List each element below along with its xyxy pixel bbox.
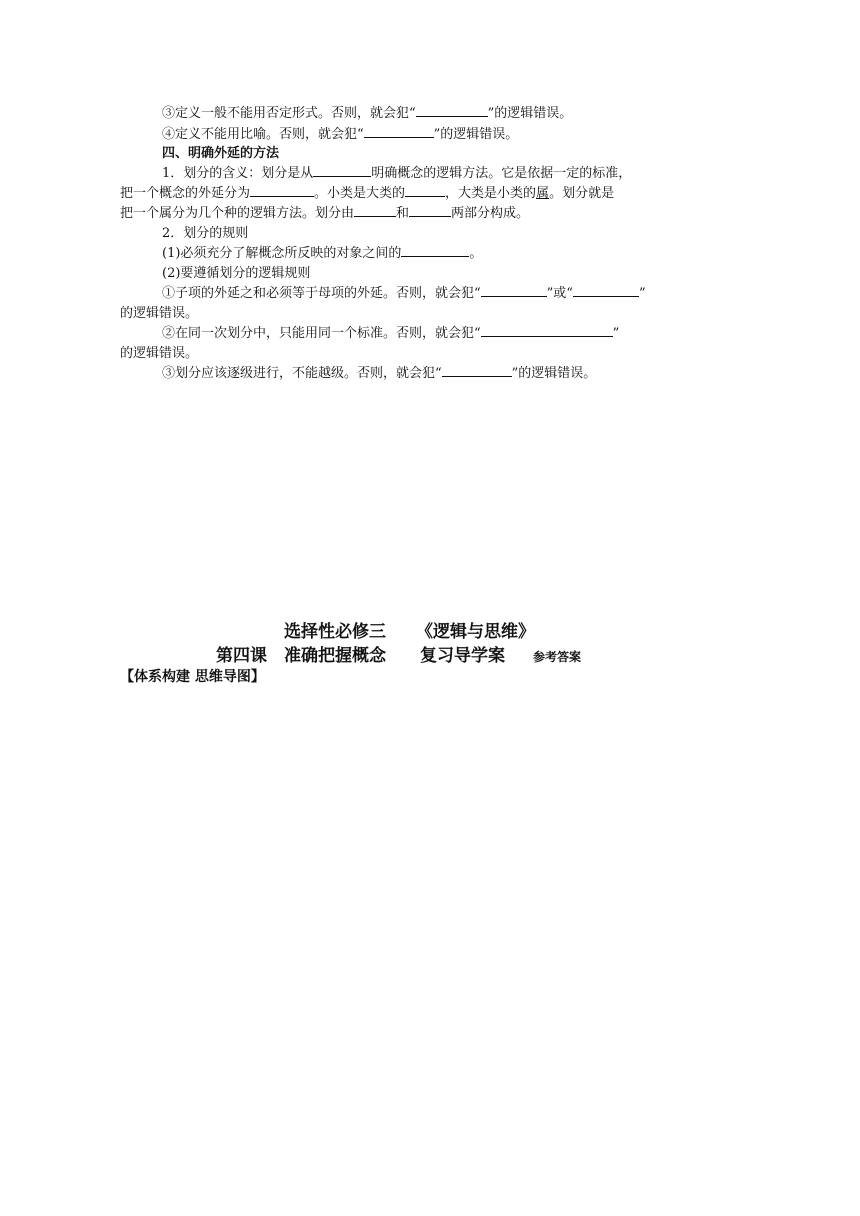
answer-title-line-1 [284, 621, 535, 643]
underlined-text: 属 [536, 186, 550, 201]
text: 。划分就是 [549, 186, 615, 201]
text: ③划分应该逐级进行，不能越级。否则，就会犯“ [162, 366, 442, 381]
fill-blank [442, 365, 512, 377]
text: 明确概念的逻辑方法。它是依据一定的标准， [371, 166, 632, 181]
paragraph-line [120, 185, 614, 203]
course-name: 选择性必修三 [284, 622, 386, 642]
paragraph-line [162, 165, 631, 183]
fill-blank [481, 325, 613, 337]
doc-type: 复习导学案 [420, 646, 505, 666]
paragraph-line [162, 285, 646, 303]
fill-blank [416, 105, 488, 117]
text: 。 [469, 246, 483, 261]
answer-label: 参考答案 [533, 650, 582, 664]
text: ②在同一次划分中，只能用同一个标准。否则，就会犯“ [162, 326, 481, 341]
fill-blank [405, 185, 445, 197]
text: 和 [396, 206, 410, 221]
text: ” [612, 326, 620, 341]
paragraph-line: 2．划分的规则 [162, 226, 249, 241]
fill-blank [401, 245, 469, 257]
text: (1)必须充分了解概念所反映的对象之间的 [162, 246, 402, 261]
text: ”的逻辑错误。 [511, 366, 597, 381]
text: ①子项的外延之和必须等于母项的外延。否则，就会犯“ [162, 286, 481, 301]
text: ” [638, 286, 646, 301]
text: ”的逻辑错误。 [433, 127, 519, 142]
section-heading: 四、明确外延的方法 [162, 146, 280, 161]
text: 把一个属分为几个种的逻辑方法。划分由 [120, 206, 355, 221]
text: 1．划分的含义：划分是从 [162, 166, 314, 181]
text: ”的逻辑错误。 [487, 106, 573, 121]
text: 把一个概念的外延分为 [120, 186, 251, 201]
paragraph-line [162, 325, 619, 343]
rule-4-line [162, 126, 518, 144]
fill-blank [313, 165, 371, 177]
paragraph-line [162, 365, 596, 383]
text: 。小类是大类的 [314, 186, 406, 201]
fill-blank [481, 285, 547, 297]
fill-blank [364, 126, 434, 138]
book-name: 《逻辑与思维》 [416, 622, 535, 642]
text: ”或“ [546, 286, 573, 301]
paragraph-line: (2)要遵循划分的逻辑规则 [162, 266, 311, 281]
rule-3-line [162, 105, 572, 123]
fill-blank [573, 285, 639, 297]
fill-blank [250, 185, 314, 197]
text: ，大类是小类的 [445, 186, 537, 201]
paragraph-line [120, 205, 529, 223]
text: ③定义一般不能用否定形式。否则，就会犯“ [162, 106, 416, 121]
text: 两部分构成。 [451, 206, 530, 221]
paragraph-line: 的逻辑错误。 [120, 306, 199, 321]
answer-title-line-2 [216, 645, 581, 668]
fill-blank [409, 205, 451, 217]
lesson-title: 第四课 准确把握概念 [216, 646, 386, 666]
paragraph-line [162, 245, 482, 263]
text: ④定义不能用比喻。否则，就会犯“ [162, 127, 364, 142]
answer-section-heading: 【体系构建 思维导图】 [120, 669, 265, 685]
fill-blank [354, 205, 396, 217]
paragraph-line: 的逻辑错误。 [120, 346, 199, 361]
